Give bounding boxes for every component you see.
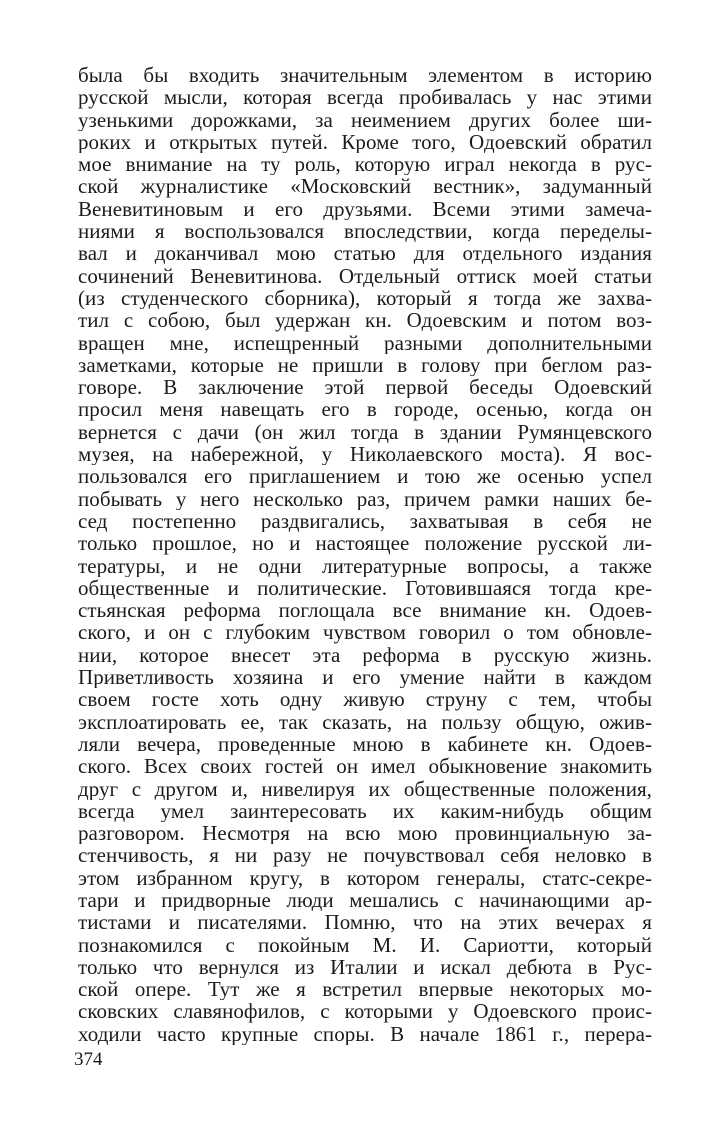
text-line: ниями я воспользовался впоследствии, когда переделы- xyxy=(78,220,652,243)
text-line: эксплоатировать ее, так сказать, на пользу общую, ожив- xyxy=(78,710,652,733)
text-line: сед постепенно раздвигались, захватывая в себя не xyxy=(78,509,652,533)
text-line: вал и доканчивал мою статью для отдельного издания xyxy=(78,242,652,265)
text-line: познакомился с покойным М. И. Сариотти, который xyxy=(78,933,652,956)
text-line: Веневитиновым и его друзьями. Всеми этими замеча- xyxy=(78,197,652,221)
text-line: музея, на набережной, у Николаевского моста). Я вос- xyxy=(78,443,652,466)
text-line: русской мысли, которая всегда пробивалась у нас этими xyxy=(78,86,652,109)
text-line: роких и открытых путей. Кроме того, Одоевский обратил xyxy=(78,130,652,154)
text-line: ской опере. Тут же я встретил впервые некоторых мо- xyxy=(78,978,652,1001)
text-line: разговором. Несмотря на всю мою провинциальную за- xyxy=(78,822,652,845)
text-line: этом избранном кругу, в котором генералы, статс-секре- xyxy=(78,866,652,889)
body-text xyxy=(78,64,652,1045)
text-line: ской журналистике «Московский вестник», задуманный xyxy=(78,175,652,198)
text-line: заметками, которые не пришли в голову при беглом раз- xyxy=(78,353,652,377)
text-line: сочинений Веневитинова. Отдельный оттиск моей статьи xyxy=(78,264,652,287)
text-line: тари и придворные люди мешались с начинающими ар- xyxy=(78,888,652,912)
text-line: всегда умел заинтересовать их каким-нибудь общим xyxy=(78,799,652,823)
page-number: 374 xyxy=(74,1049,103,1070)
text-line: побывать у него несколько раз, причем рамки наших бе- xyxy=(78,487,652,510)
text-line: только прошлое, но и настоящее положение русской ли- xyxy=(78,532,652,555)
text-line: ляли вечера, проведенные мною в кабинете кн. Одоев- xyxy=(78,732,652,756)
text-line: стьянская реформа поглощала все внимание кн. Одоев- xyxy=(78,599,652,622)
text-line: Приветливость хозяина и его умение найти в каждом xyxy=(78,666,652,689)
text-line: только что вернулся из Италии и искал дебюта в Рус- xyxy=(78,955,652,979)
text-line: сковских славянофилов, с которыми у Одоевского проис- xyxy=(78,1000,652,1023)
text-line: общественные и политические. Готовившаяся тогда кре- xyxy=(78,576,652,600)
text-line: тературы, и не одни литературные вопросы, а также xyxy=(78,554,652,577)
text-line: (из студенческого сборника), который я тогда же захва- xyxy=(78,286,652,310)
text-line: говоре. В заключение этой первой беседы Одоевский xyxy=(78,376,652,399)
text-line: просил меня навещать его в городе, осенью, когда он xyxy=(78,398,652,421)
text-line: друг с другом и, нивелируя их общественные положения, xyxy=(78,777,652,800)
text-line: вращен мне, испещренный разными дополнительными xyxy=(78,331,652,354)
text-line: стенчивость, я ни разу не почувствовал себя неловко в xyxy=(78,844,652,867)
text-line: пользовался его приглашением и тою же осенью успел xyxy=(78,465,652,488)
text-line: своем госте хоть одну живую струну с тем, чтобы xyxy=(78,688,652,711)
text-line: нии, которое внесет эта реформа в русскую жизнь. xyxy=(78,643,652,667)
text-line: вернется с дачи (он жил тогда в здании Румянцевского xyxy=(78,420,652,444)
text-line: тистами и писателями. Помню, что на этих вечерах я xyxy=(78,911,652,934)
text-line: была бы входить значительным элементом в историю xyxy=(78,64,652,87)
text-line: мое внимание на ту роль, которую играл некогда в рус- xyxy=(78,153,652,176)
text-line: ского. Всех своих гостей он имел обыкновение знакомить xyxy=(78,755,652,778)
text-line: ского, и он с глубоким чувством говорил о том обновле- xyxy=(78,621,652,644)
text-line: узенькими дорожками, за неимением других более ши- xyxy=(78,108,652,131)
text-line: ходили часто крупные споры. В начале 1861 г., перера- xyxy=(78,1022,652,1046)
text-line: тил с собою, был удержан кн. Одоевским и потом воз- xyxy=(78,309,652,332)
